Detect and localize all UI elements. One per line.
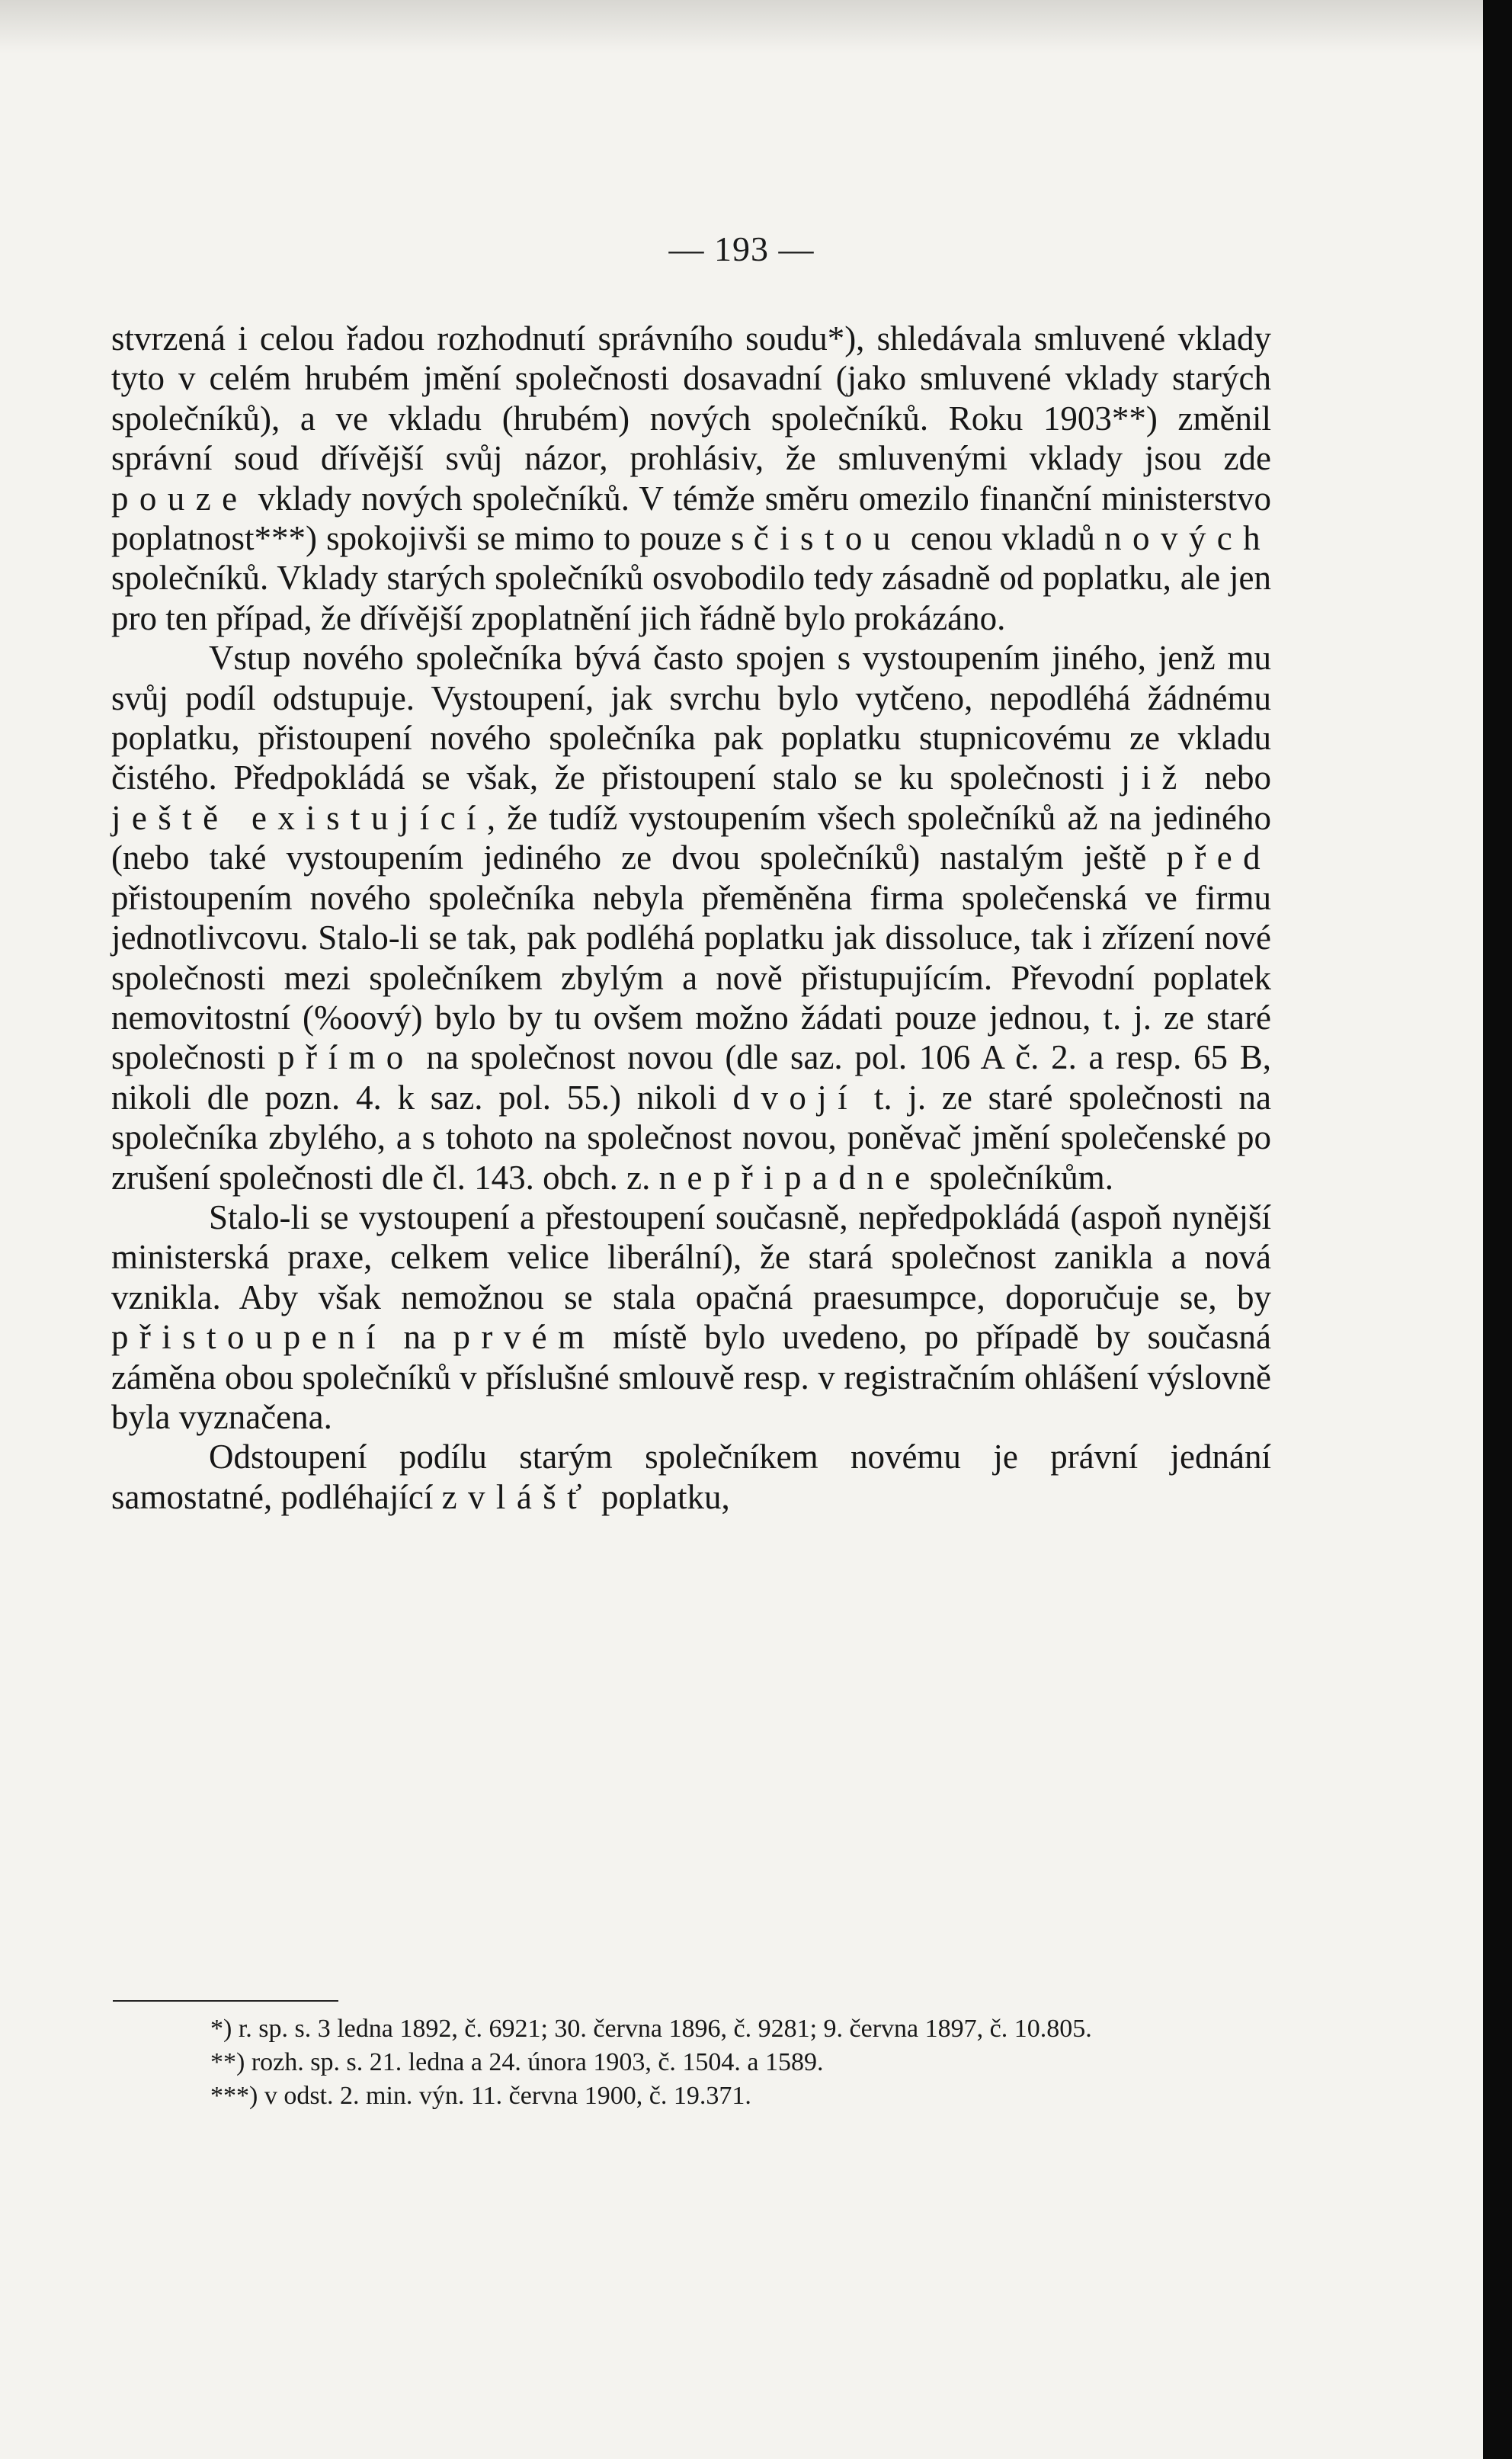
text-run: společníků. Vklady starých společníků osvobodilo tedy zásadně od poplatku, ale jen pro ten případ, že dřívější zpoplatnění jich řádně bylo prokázáno. [111, 559, 1271, 637]
page-number: — 193 — [668, 229, 815, 268]
footnote: *) r. sp. s. 3 ledna 1892, č. 6921; 30. června 1896, č. 9281; 9. června 1897, č. 10.805. [210, 2015, 1092, 2043]
paragraph [111, 638, 1271, 1197]
text-run: poplatku, [592, 1477, 730, 1516]
text-run: místě bylo uvedeno, po případě by současná záměna obou společníků v příslušné smlouvě resp. v registračním ohlášení výslovně byla vyznačena. [111, 1318, 1271, 1436]
footnote: ***) v odst. 2. min. výn. 11. června 1900, č. 19.371. [210, 2082, 751, 2110]
text-run: přistoupením nového společníka nebyla přeměněna firma společenská ve firmu jednotlivcovu. Stalo-li se tak, pak podléhá poplatku jak dissoluce, tak i zřízení nové společnosti mezi společníkem zbylým a nově přistupujícím. Převodní poplatek nemovitostní (%oový) bylo by tu ovšem možno žádati pouze jednou, t. j. ze staré společnosti [111, 878, 1271, 1077]
text-run: společníkům. [921, 1158, 1113, 1197]
text-run: na [386, 1318, 453, 1357]
emphasized-text: nových [1104, 519, 1272, 558]
emphasized-text: již [1120, 758, 1188, 797]
emphasized-text: nepřipadne [658, 1158, 921, 1197]
paragraph [111, 1437, 1271, 1517]
emphasized-text: před [1166, 838, 1271, 877]
footnote: **) rozh. sp. s. 21. ledna a 24. února 1903, č. 1504. a 1589. [210, 2048, 824, 2076]
emphasized-text: přímo [277, 1038, 415, 1077]
emphasized-text: čistou [753, 519, 902, 558]
paragraph [111, 1197, 1271, 1437]
paragraph [111, 319, 1271, 638]
footnotes [111, 2012, 1271, 2113]
body-text [111, 319, 1271, 1517]
emphasized-text: ještě existující [111, 798, 487, 837]
text-run: Vstup nového společníka bývá často spojen s vystoupením jiného, jenž mu svůj podíl odstupuje. Vystoupení, jak svrchu bylo vytčeno, nepodléhá žádnému poplatku, přistoupení nového společníka pak poplatku stupnicovému ze vkladu čistého. Předpokládá se však, že přistoupení stalo se ku společnosti [111, 639, 1271, 797]
text-run: stvrzená i celou řadou rozhodnutí správního soudu*), shledávala smluvené vklady tyto v celém hrubém jmění společnosti dosavadní (jako smluvené vklady starých společníků), a ve vkladu (hrubém) nových společníků. Roku 1903**) změnil správní soud dřívější svůj názor, prohlásiv, že smluvenými vklady jsou zde [111, 319, 1271, 478]
footnote-separator [113, 2000, 338, 2002]
emphasized-text: zvlášť [441, 1477, 593, 1516]
text-run: cenou vkladů [901, 519, 1105, 558]
text-run: vklady nových společníků. V témže směru omezilo finanční ministerstvo poplatnost***) spokojivši se mimo to pouze s [111, 479, 1271, 558]
emphasized-text: prvém [453, 1318, 596, 1357]
emphasized-text: přistoupení [111, 1318, 386, 1357]
text-run: na společnost novou (dle saz. pol. 106 A č. 2. a resp. 65 B, nikoli dle pozn. 4. k saz. pol. 55.) nikoli [111, 1038, 1271, 1117]
text-run: Odstoupení podílu starým společníkem novému je právní jednání samostatné, podléhající [111, 1438, 1271, 1516]
emphasized-text: dvojí [732, 1078, 859, 1117]
emphasized-text: pouze [111, 479, 248, 518]
text-run: t. j. ze staré společnosti na společníka zbylého, a s tohoto na společnost novou, poněvač jmění společenské po zrušení společnosti dle čl. 143. obch. z. [111, 1078, 1271, 1197]
text-run: nebo [1187, 758, 1271, 797]
text-run: , že tudíž vystoupením všech společníků až na jediného (nebo také vystoupením jediného ze dvou společníků) nastalým ještě [111, 798, 1271, 877]
text-run: Stalo-li se vystoupení a přestoupení současně, nepředpokládá (aspoň nynější ministerská praxe, celkem velice liberální), že stará společnost zanikla a nová vznikla. Aby však nemožnou se stala opačná praesumpce, doporučuje se, by [111, 1197, 1271, 1316]
